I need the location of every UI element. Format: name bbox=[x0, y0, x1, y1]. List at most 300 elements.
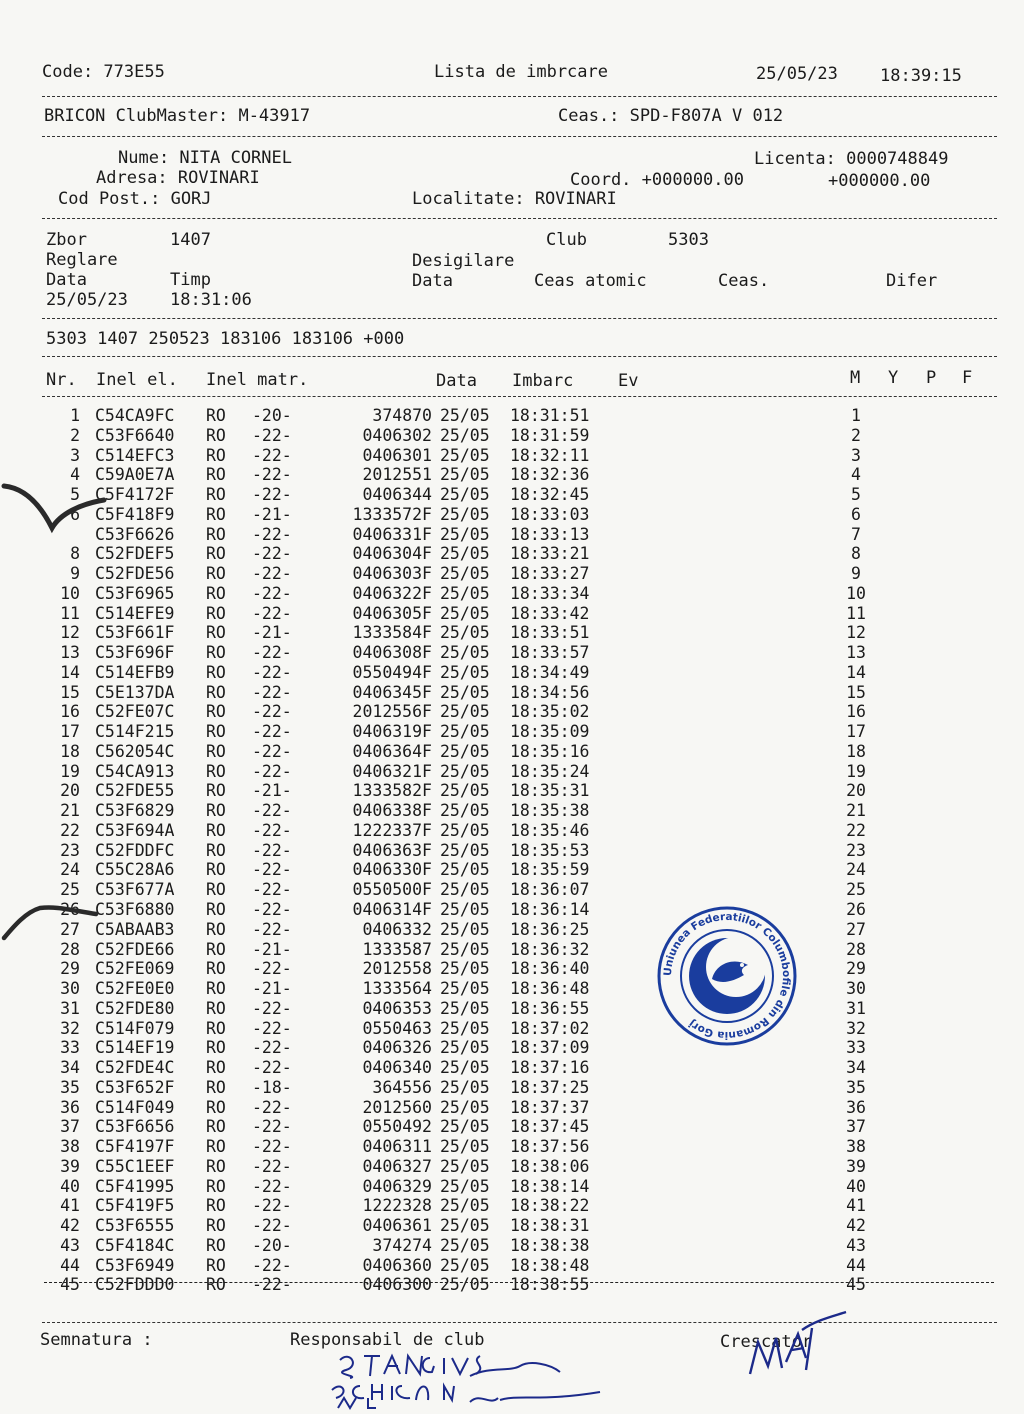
ring-year: -21- bbox=[252, 979, 292, 999]
electronic-ring: C53F652F bbox=[95, 1077, 175, 1097]
owner-postcode: Cod Post.: GORJ bbox=[58, 189, 212, 209]
ring-serial: 0406300 bbox=[362, 1275, 432, 1295]
arrival-date: 25/05 bbox=[440, 741, 490, 761]
electronic-ring: C52FDEF5 bbox=[95, 544, 175, 564]
timp-label: Timp bbox=[170, 270, 211, 290]
position-m: 25 bbox=[846, 880, 866, 900]
electronic-ring: C54CA913 bbox=[95, 761, 175, 781]
arrival-date: 25/05 bbox=[440, 1058, 490, 1078]
arrival-date: 25/05 bbox=[440, 425, 490, 445]
position-m: 4 bbox=[851, 465, 861, 485]
arrival-time: 18:33:57 bbox=[510, 643, 590, 663]
ring-country: RO bbox=[206, 1117, 226, 1137]
arrival-date: 25/05 bbox=[440, 643, 490, 663]
arrival-date: 25/05 bbox=[440, 564, 490, 584]
ring-serial: 2012558 bbox=[362, 959, 432, 979]
col-f: F bbox=[962, 368, 973, 388]
ring-serial: 374274 bbox=[372, 1235, 432, 1255]
arrival-date: 25/05 bbox=[440, 544, 490, 564]
ring-country: RO bbox=[206, 1018, 226, 1038]
ring-year: -22- bbox=[252, 1058, 292, 1078]
position-m: 16 bbox=[846, 702, 866, 722]
owner-name: Nume: NITA CORNEL bbox=[118, 148, 292, 168]
position-m: 7 bbox=[851, 524, 861, 544]
col-p: P bbox=[926, 368, 937, 388]
col-m: M bbox=[850, 368, 861, 388]
table-row bbox=[0, 781, 1024, 801]
arrival-time: 18:37:25 bbox=[510, 1077, 590, 1097]
electronic-ring: C53F6656 bbox=[95, 1117, 175, 1137]
ring-serial: 1333584F bbox=[352, 623, 432, 643]
position-m: 18 bbox=[846, 741, 866, 761]
arrival-date: 25/05 bbox=[440, 682, 490, 702]
ring-year: -22- bbox=[252, 1117, 292, 1137]
ring-year: -22- bbox=[252, 425, 292, 445]
arrival-date: 25/05 bbox=[440, 1275, 490, 1295]
electronic-ring: C53F6640 bbox=[95, 425, 175, 445]
ring-year: -22- bbox=[252, 1137, 292, 1157]
electronic-ring: C514EFB9 bbox=[95, 662, 175, 682]
table-row bbox=[0, 1117, 1024, 1137]
position-m: 37 bbox=[846, 1117, 866, 1137]
arrival-time: 18:38:06 bbox=[510, 1156, 590, 1176]
ring-serial: 1222328 bbox=[362, 1196, 432, 1216]
print-date: 25/05/23 bbox=[756, 64, 838, 84]
table-row bbox=[0, 1078, 1024, 1098]
ring-country: RO bbox=[206, 741, 226, 761]
arrival-date: 25/05 bbox=[440, 1137, 490, 1157]
arrival-time: 18:33:03 bbox=[510, 504, 590, 524]
arrival-date: 25/05 bbox=[440, 603, 490, 623]
position-m: 27 bbox=[846, 919, 866, 939]
ring-year: -22- bbox=[252, 564, 292, 584]
divider bbox=[42, 396, 997, 397]
ring-year: -22- bbox=[252, 919, 292, 939]
ring-serial: 0406364F bbox=[352, 741, 432, 761]
electronic-ring: C53F6555 bbox=[95, 1216, 175, 1236]
table-row bbox=[0, 1157, 1024, 1177]
electronic-ring: C5F41995 bbox=[95, 1176, 175, 1196]
row-number: 14 bbox=[60, 662, 80, 682]
electronic-ring: C5F419F5 bbox=[95, 1196, 175, 1216]
ring-year: -22- bbox=[252, 860, 292, 880]
position-m: 12 bbox=[846, 623, 866, 643]
ring-serial: 0406321F bbox=[352, 761, 432, 781]
electronic-ring: C52FDE4C bbox=[95, 1058, 175, 1078]
ring-serial: 2012551 bbox=[362, 465, 432, 485]
ring-year: -22- bbox=[252, 1255, 292, 1275]
ring-year: -22- bbox=[252, 1018, 292, 1038]
ring-year: -22- bbox=[252, 1097, 292, 1117]
ring-year: -20- bbox=[252, 1235, 292, 1255]
row-number: 20 bbox=[60, 781, 80, 801]
ring-year: -22- bbox=[252, 682, 292, 702]
row-number: 45 bbox=[60, 1275, 80, 1295]
strikethrough-line bbox=[44, 1282, 994, 1283]
row-number: 35 bbox=[60, 1077, 80, 1097]
ring-year: -22- bbox=[252, 998, 292, 1018]
ring-year: -22- bbox=[252, 702, 292, 722]
ring-country: RO bbox=[206, 583, 226, 603]
table-row bbox=[0, 999, 1024, 1019]
arrival-time: 18:37:37 bbox=[510, 1097, 590, 1117]
electronic-ring: C514EF19 bbox=[95, 1038, 175, 1058]
position-m: 19 bbox=[846, 761, 866, 781]
table-row bbox=[0, 663, 1024, 683]
arrival-time: 18:35:38 bbox=[510, 801, 590, 821]
arrival-date: 25/05 bbox=[440, 406, 490, 425]
arrival-date: 25/05 bbox=[440, 524, 490, 544]
divider bbox=[42, 1322, 997, 1323]
electronic-ring: C514F049 bbox=[95, 1097, 175, 1117]
arrival-time: 18:35:46 bbox=[510, 820, 590, 840]
row-number: 39 bbox=[60, 1156, 80, 1176]
arrival-time: 18:35:59 bbox=[510, 860, 590, 880]
ring-country: RO bbox=[206, 1038, 226, 1058]
ring-country: RO bbox=[206, 445, 226, 465]
position-m: 35 bbox=[846, 1077, 866, 1097]
divider bbox=[42, 318, 997, 319]
arrival-time: 18:35:16 bbox=[510, 741, 590, 761]
arrival-date: 25/05 bbox=[440, 820, 490, 840]
arrival-time: 18:36:14 bbox=[510, 900, 590, 919]
row-number: 22 bbox=[60, 820, 80, 840]
ring-year: -22- bbox=[252, 820, 292, 840]
table-row bbox=[0, 485, 1024, 505]
electronic-ring: C52FDE55 bbox=[95, 781, 175, 801]
row-number: 38 bbox=[60, 1137, 80, 1157]
position-m: 2 bbox=[851, 425, 861, 445]
table-row bbox=[0, 841, 1024, 861]
electronic-ring: C52FE069 bbox=[95, 959, 175, 979]
arrival-time: 18:35:09 bbox=[510, 722, 590, 742]
col-imbarc: Imbarc bbox=[512, 371, 574, 391]
position-m: 11 bbox=[846, 603, 866, 623]
row-number: 44 bbox=[60, 1255, 80, 1275]
ring-serial: 0406326 bbox=[362, 1038, 432, 1058]
ring-serial: 1222337F bbox=[352, 820, 432, 840]
position-m: 13 bbox=[846, 643, 866, 663]
position-m: 10 bbox=[846, 583, 866, 603]
arrival-time: 18:36:32 bbox=[510, 939, 590, 959]
ring-country: RO bbox=[206, 939, 226, 959]
table-row bbox=[0, 821, 1024, 841]
ring-serial: 0406322F bbox=[352, 583, 432, 603]
electronic-ring: C52FDE56 bbox=[95, 564, 175, 584]
table-row bbox=[0, 1038, 1024, 1058]
ring-year: -22- bbox=[252, 1275, 292, 1295]
table-row bbox=[0, 1256, 1024, 1276]
table-row bbox=[0, 959, 1024, 979]
position-m: 40 bbox=[846, 1176, 866, 1196]
arrival-date: 25/05 bbox=[440, 1255, 490, 1275]
club-responsible-label: Responsabil de club bbox=[290, 1330, 485, 1350]
position-m: 22 bbox=[846, 820, 866, 840]
breeder-label: Crescator bbox=[720, 1332, 813, 1352]
ring-serial: 0406305F bbox=[352, 603, 432, 623]
ring-country: RO bbox=[206, 662, 226, 682]
ring-serial: 0406332 bbox=[362, 919, 432, 939]
arrival-date: 25/05 bbox=[440, 1196, 490, 1216]
table-row bbox=[0, 623, 1024, 643]
table-row bbox=[0, 860, 1024, 880]
ring-serial: 1333582F bbox=[352, 781, 432, 801]
position-m: 14 bbox=[846, 662, 866, 682]
federation-stamp bbox=[656, 905, 798, 1047]
row-number: 5 bbox=[70, 485, 80, 505]
position-m: 29 bbox=[846, 959, 866, 979]
arrival-date: 25/05 bbox=[440, 979, 490, 999]
ring-year: -21- bbox=[252, 781, 292, 801]
ring-country: RO bbox=[206, 840, 226, 860]
position-m: 20 bbox=[846, 781, 866, 801]
position-m: 28 bbox=[846, 939, 866, 959]
stamp-text: Uniunea Federatiilor Columbofile din Romania Gorj bbox=[661, 910, 793, 1042]
table-row bbox=[0, 584, 1024, 604]
position-m: 5 bbox=[851, 485, 861, 505]
position-m: 15 bbox=[846, 682, 866, 702]
table-row bbox=[0, 1196, 1024, 1216]
divider bbox=[42, 356, 997, 357]
ring-serial: 1333572F bbox=[352, 504, 432, 524]
row-number: 25 bbox=[60, 880, 80, 900]
position-m: 42 bbox=[846, 1216, 866, 1236]
electronic-ring: C514EFE9 bbox=[95, 603, 175, 623]
flight-label: Zbor bbox=[46, 230, 87, 250]
electronic-ring: C53F677A bbox=[95, 880, 175, 900]
ring-serial: 0406303F bbox=[352, 564, 432, 584]
ring-year: -22- bbox=[252, 662, 292, 682]
position-m: 33 bbox=[846, 1038, 866, 1058]
row-number: 24 bbox=[60, 860, 80, 880]
arrival-time: 18:37:16 bbox=[510, 1058, 590, 1078]
arrival-date: 25/05 bbox=[440, 781, 490, 801]
owner-locality: Localitate: ROVINARI bbox=[412, 189, 617, 209]
position-m: 3 bbox=[851, 445, 861, 465]
arrival-time: 18:33:42 bbox=[510, 603, 590, 623]
position-m: 17 bbox=[846, 722, 866, 742]
code-label: Code: 773E55 bbox=[42, 62, 165, 82]
arrival-time: 18:35:53 bbox=[510, 840, 590, 860]
row-number: 2 bbox=[70, 425, 80, 445]
arrival-time: 18:37:02 bbox=[510, 1018, 590, 1038]
row-number: 26 bbox=[60, 900, 80, 919]
arrival-date: 25/05 bbox=[440, 1235, 490, 1255]
electronic-ring: C52FE0E0 bbox=[95, 979, 175, 999]
row-number: 1 bbox=[70, 406, 80, 425]
ring-serial: 364556 bbox=[372, 1077, 432, 1097]
ring-country: RO bbox=[206, 1077, 226, 1097]
ring-country: RO bbox=[206, 564, 226, 584]
table-row bbox=[0, 702, 1024, 722]
row-number: 19 bbox=[60, 761, 80, 781]
ring-serial: 0406331F bbox=[352, 524, 432, 544]
ring-year: -22- bbox=[252, 801, 292, 821]
difference-label: Difer bbox=[886, 271, 938, 291]
row-number: 41 bbox=[60, 1196, 80, 1216]
col-inel-matr: Inel matr. bbox=[206, 370, 309, 390]
ring-year: -22- bbox=[252, 603, 292, 623]
electronic-ring: C5E137DA bbox=[95, 682, 175, 702]
electronic-ring: C52FDE66 bbox=[95, 939, 175, 959]
row-number: 10 bbox=[60, 583, 80, 603]
position-m: 39 bbox=[846, 1156, 866, 1176]
row-number: 21 bbox=[60, 801, 80, 821]
arrival-time: 18:32:11 bbox=[510, 445, 590, 465]
table-row bbox=[0, 1216, 1024, 1236]
ring-country: RO bbox=[206, 722, 226, 742]
coordinates-second: +000000.00 bbox=[828, 171, 931, 191]
club-number: 5303 bbox=[668, 230, 709, 250]
electronic-ring: C55C1EEF bbox=[95, 1156, 175, 1176]
ring-serial: 0406338F bbox=[352, 801, 432, 821]
arrival-time: 18:33:51 bbox=[510, 623, 590, 643]
clock-label: Ceas.: SPD-F807A V 012 bbox=[558, 106, 784, 126]
ring-serial: 2012560 bbox=[362, 1097, 432, 1117]
row-number: 33 bbox=[60, 1038, 80, 1058]
arrival-date: 25/05 bbox=[440, 840, 490, 860]
ring-year: -22- bbox=[252, 465, 292, 485]
table-row bbox=[0, 604, 1024, 624]
arrival-time: 18:35:24 bbox=[510, 761, 590, 781]
ring-year: -22- bbox=[252, 1216, 292, 1236]
ring-country: RO bbox=[206, 1275, 226, 1295]
position-m: 45 bbox=[846, 1275, 866, 1295]
arrival-time: 18:34:56 bbox=[510, 682, 590, 702]
data-label-2: Data bbox=[412, 271, 453, 291]
electronic-ring: C5ABAAB3 bbox=[95, 919, 175, 939]
arrival-date: 25/05 bbox=[440, 998, 490, 1018]
ring-serial: 0406361 bbox=[362, 1216, 432, 1236]
row-number: 13 bbox=[60, 643, 80, 663]
ring-year: -21- bbox=[252, 504, 292, 524]
ring-country: RO bbox=[206, 406, 226, 425]
ring-year: -22- bbox=[252, 485, 292, 505]
arrival-time: 18:33:21 bbox=[510, 544, 590, 564]
arrival-date: 25/05 bbox=[440, 860, 490, 880]
arrival-time: 18:38:31 bbox=[510, 1216, 590, 1236]
arrival-time: 18:37:45 bbox=[510, 1117, 590, 1137]
table-row bbox=[0, 1019, 1024, 1039]
ring-serial: 0406302 bbox=[362, 425, 432, 445]
device-label: BRICON ClubMaster: M-43917 bbox=[44, 106, 311, 126]
ring-serial: 2012556F bbox=[352, 702, 432, 722]
electronic-ring: C514F215 bbox=[95, 722, 175, 742]
ring-country: RO bbox=[206, 998, 226, 1018]
arrival-date: 25/05 bbox=[440, 1117, 490, 1137]
arrival-date: 25/05 bbox=[440, 445, 490, 465]
electronic-ring: C53F6880 bbox=[95, 900, 175, 919]
position-m: 1 bbox=[851, 406, 861, 425]
setting-date: 25/05/23 bbox=[46, 290, 128, 310]
ring-serial: 0406344 bbox=[362, 485, 432, 505]
table-row bbox=[0, 406, 1024, 426]
row-number: 8 bbox=[70, 544, 80, 564]
arrival-date: 25/05 bbox=[440, 485, 490, 505]
position-m: 8 bbox=[851, 544, 861, 564]
electronic-ring: C54CA9FC bbox=[95, 406, 175, 425]
divider bbox=[42, 96, 997, 97]
ring-year: -18- bbox=[252, 1077, 292, 1097]
ring-country: RO bbox=[206, 1058, 226, 1078]
position-m: 6 bbox=[851, 504, 861, 524]
col-y: Y bbox=[888, 368, 899, 388]
ring-serial: 0406353 bbox=[362, 998, 432, 1018]
row-number: 31 bbox=[60, 998, 80, 1018]
ring-serial: 0406340 bbox=[362, 1058, 432, 1078]
position-m: 36 bbox=[846, 1097, 866, 1117]
table-row bbox=[0, 643, 1024, 663]
electronic-ring: C53F6829 bbox=[95, 801, 175, 821]
ring-country: RO bbox=[206, 702, 226, 722]
electronic-ring: C5F418F9 bbox=[95, 504, 175, 524]
row-number: 34 bbox=[60, 1058, 80, 1078]
ring-serial: 0406304F bbox=[352, 544, 432, 564]
ring-country: RO bbox=[206, 1097, 226, 1117]
ring-country: RO bbox=[206, 1216, 226, 1236]
arrival-time: 18:38:38 bbox=[510, 1235, 590, 1255]
ring-year: -22- bbox=[252, 643, 292, 663]
table-row bbox=[0, 880, 1024, 900]
ring-country: RO bbox=[206, 1156, 226, 1176]
ring-year: -22- bbox=[252, 880, 292, 900]
signature-label: Semnatura : bbox=[40, 1330, 153, 1350]
position-m: 26 bbox=[846, 900, 866, 919]
position-m: 34 bbox=[846, 1058, 866, 1078]
responsible-signature bbox=[320, 1346, 620, 1412]
arrival-date: 25/05 bbox=[440, 623, 490, 643]
arrival-date: 25/05 bbox=[440, 583, 490, 603]
licence-number: Licenta: 0000748849 bbox=[754, 149, 949, 169]
arrival-date: 25/05 bbox=[440, 1018, 490, 1038]
arrival-date: 25/05 bbox=[440, 702, 490, 722]
arrival-date: 25/05 bbox=[440, 939, 490, 959]
arrival-date: 25/05 bbox=[440, 959, 490, 979]
electronic-ring: C53F6949 bbox=[95, 1255, 175, 1275]
row-number: 27 bbox=[60, 919, 80, 939]
arrival-date: 25/05 bbox=[440, 761, 490, 781]
arrival-date: 25/05 bbox=[440, 1077, 490, 1097]
arrival-time: 18:36:07 bbox=[510, 880, 590, 900]
ring-year: -22- bbox=[252, 583, 292, 603]
ring-year: -22- bbox=[252, 445, 292, 465]
table-row bbox=[0, 465, 1024, 485]
table-row bbox=[0, 940, 1024, 960]
arrival-date: 25/05 bbox=[440, 504, 490, 524]
ring-country: RO bbox=[206, 860, 226, 880]
electronic-ring: C59A0E7A bbox=[95, 465, 175, 485]
coordinates: Coord. +000000.00 bbox=[570, 170, 744, 190]
position-m: 23 bbox=[846, 840, 866, 860]
arrival-date: 25/05 bbox=[440, 1097, 490, 1117]
table-row bbox=[0, 525, 1024, 545]
ring-serial: 1333587 bbox=[362, 939, 432, 959]
ring-country: RO bbox=[206, 682, 226, 702]
arrival-date: 25/05 bbox=[440, 465, 490, 485]
arrival-time: 18:38:14 bbox=[510, 1176, 590, 1196]
flight-number: 1407 bbox=[170, 230, 211, 250]
table-row bbox=[0, 900, 1024, 920]
ring-serial: 374870 bbox=[372, 406, 432, 425]
arrival-time: 18:32:45 bbox=[510, 485, 590, 505]
arrival-time: 18:37:09 bbox=[510, 1038, 590, 1058]
ring-year: -22- bbox=[252, 741, 292, 761]
table-row bbox=[0, 801, 1024, 821]
ring-serial: 0406319F bbox=[352, 722, 432, 742]
position-m: 21 bbox=[846, 801, 866, 821]
ring-serial: 0550463 bbox=[362, 1018, 432, 1038]
table-row bbox=[0, 564, 1024, 584]
